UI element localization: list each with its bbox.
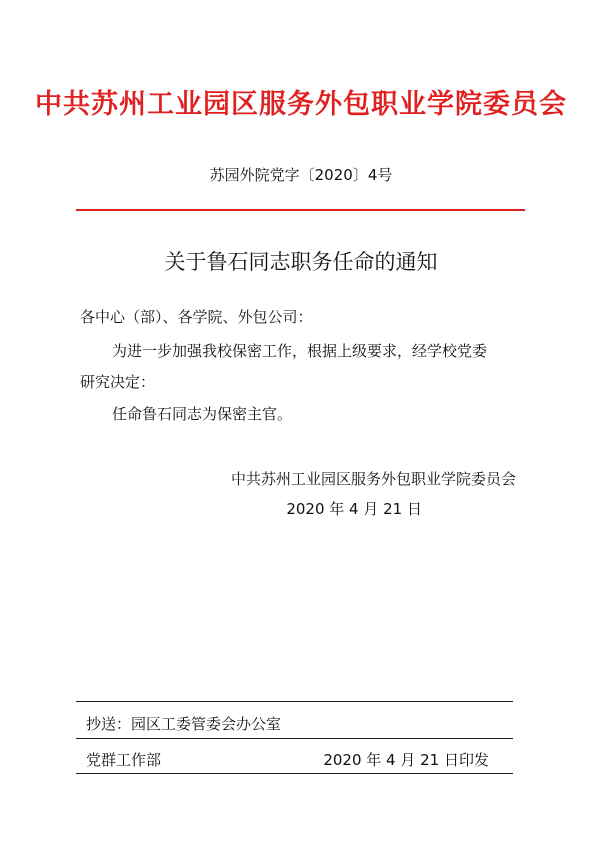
body-paragraph-1-line-1: 为进一步加强我校保密工作，根据上级要求，经学校党委 [112,342,488,360]
signature-org: 中共苏州工业园区服务外包职业学院委员会 [230,470,516,488]
footer-top-rule [76,701,513,702]
cc-line: 抄送：园区工委管委会办公室 [86,715,282,733]
salutation: 各中心（部）、各学院、外包公司： [80,308,313,326]
body-paragraph-1-line-2: 研究决定： [80,373,156,391]
footer-bottom-rule [76,773,513,774]
print-date: 2020 年 4 月 21 日印发 [323,751,489,769]
issuing-department: 党群工作部 [86,751,162,769]
footer-middle-rule [76,738,513,739]
issuing-org-title: 中共苏州工业园区服务外包职业学院委员会 [35,89,567,120]
signature-date: 2020 年 4 月 21 日 [286,500,422,518]
body-paragraph-2: 任命鲁石同志为保密主官。 [112,405,293,423]
red-separator-line [76,209,525,211]
document-number: 苏园外院党字〔2020〕4号 [209,166,393,184]
notice-title: 关于鲁石同志职务任命的通知 [164,250,438,274]
